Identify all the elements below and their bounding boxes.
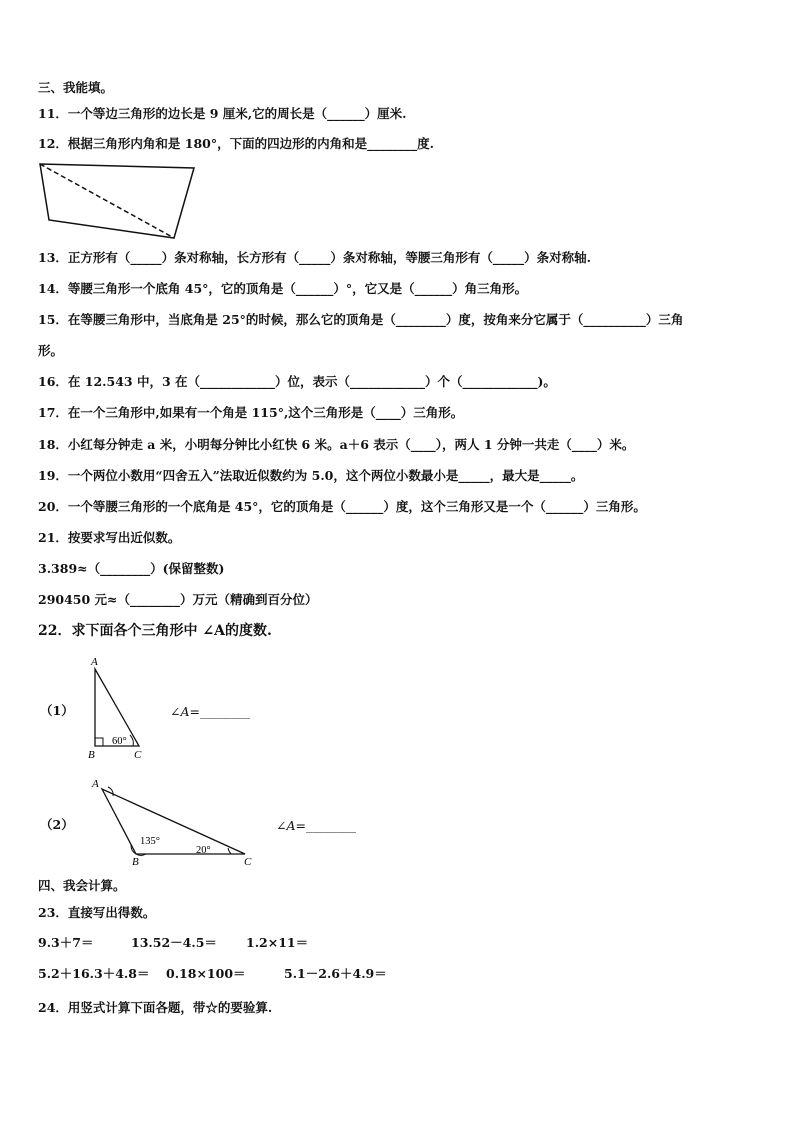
question-12: 12．根据三角形内角和是 180°，下面的四边形的内角和是________度. [38,136,434,151]
quadrilateral-outline [40,164,194,238]
triangle-figure-2 [88,776,258,868]
question-16: 16．在 12.543 中，3 在（____________）位，表示（____________）个（____________)。 [38,374,556,389]
quadrilateral-diagonal [40,164,174,238]
question-17: 17．在一个三角形中,如果有一个角是 115°,这个三角形是（____）三角形。 [38,405,464,420]
quadrilateral-figure [34,158,204,244]
right-angle-mark [95,738,103,746]
calc-item: 0.18×100＝ [166,966,246,981]
question-21-part1: 3.389≈（________）(保留整数) [38,561,225,576]
question-20: 20．一个等腰三角形的一个底角是 45°，它的顶角是（______）度，这个三角形又是一个（______）三角形。 [38,499,646,514]
figure-1-answer: ∠A=________ [170,704,250,719]
question-24: 24．用竖式计算下面各题，带☆的要验算. [38,1000,273,1015]
question-23: 23．直接写出得数。 [38,905,156,920]
question-21: 21．按要求写出近似数。 [38,530,181,545]
vertex-a-label: A [91,656,98,668]
vertex-c-label: C [134,749,142,761]
figure-2-answer: ∠A=________ [276,818,356,833]
question-13: 13．正方形有（_____）条对称轴，长方形有（_____）条对称轴，等腰三角形有（_____）条对称轴. [38,250,591,265]
question-15-line1: 15．在等腰三角形中，当底角是 25°的时候，那么它的顶角是（________）度，按角来分它属于（__________）三角 [38,312,684,327]
calc-item: 5.2＋16.3＋4.8＝ [38,966,150,981]
vertex-c-label: C [244,856,252,868]
question-14: 14．等腰三角形一个底角 45°，它的顶角是（______）°，它又是（______）角三角形。 [38,281,528,296]
calc-item: 1.2×11＝ [246,935,309,950]
angle-b-label: 135° [140,836,160,847]
figure-1-label: （1） [40,703,74,718]
calc-item: 13.52－4.5＝ [131,935,217,950]
figure-2-label: （2） [40,817,74,832]
question-19: 19．一个两位小数用“四舍五入”法取近似数约为 5.0，这个两位小数最小是_____，最大是_____。 [38,468,584,483]
question-21-part2: 290450 元≈（________）万元（精确到百分位） [38,592,318,607]
section-three-heading: 三、我能填。 [38,80,114,95]
question-15-line2: 形。 [38,343,64,358]
angle-c-label: 60° [112,736,127,747]
calc-item: 5.1－2.6＋4.9＝ [284,966,387,981]
angle-c-label: 20° [196,845,211,856]
triangle-figure-1 [84,654,154,762]
question-11: 11．一个等边三角形的边长是 9 厘米,它的周长是（______）厘米. [38,106,407,121]
vertex-b-label: B [132,856,139,868]
calc-item: 9.3＋7＝ [38,935,94,950]
vertex-b-label: B [88,749,95,761]
triangle-2-outline [102,789,245,854]
question-18: 18．小红每分钟走 a 米，小明每分钟比小红快 6 米。a＋6 表示（____），两人 1 分钟一共走（____）米。 [38,437,635,452]
angle-c-arc [228,848,231,854]
angle-c-arc [130,735,133,746]
question-22: 22．求下面各个三角形中 ∠A的度数. [38,623,272,639]
triangle-1-outline [95,669,139,746]
vertex-a-label: A [92,778,99,790]
section-four-heading: 四、我会计算。 [38,878,126,893]
